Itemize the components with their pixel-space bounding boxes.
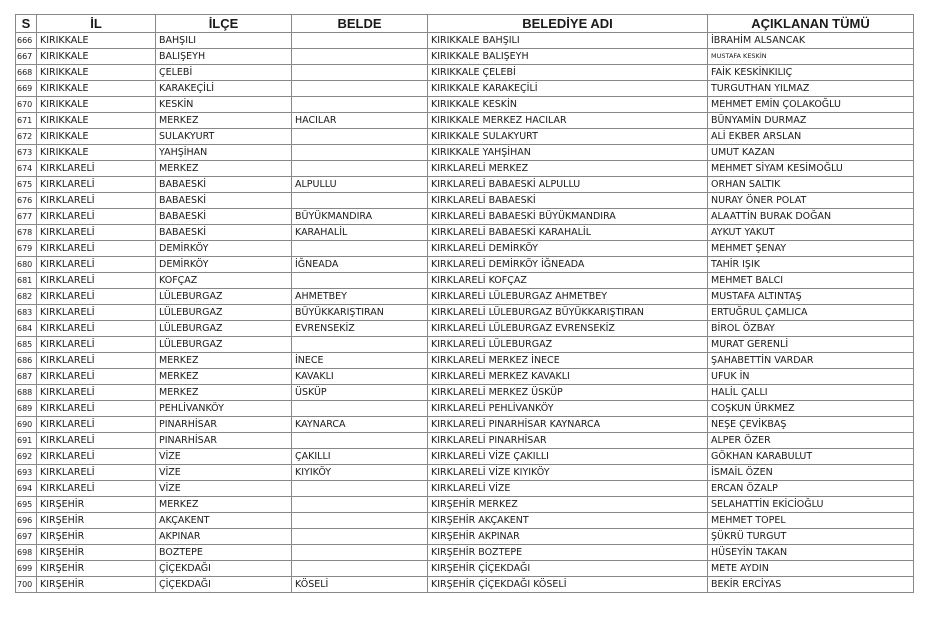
row-announced-all: MEHMET EMİN ÇOLAKOĞLU <box>708 97 914 113</box>
row-province: KIRKLARELİ <box>37 305 156 321</box>
row-town: KARAHALİL <box>292 225 428 241</box>
row-sequence: 676 <box>16 193 37 209</box>
row-town <box>292 529 428 545</box>
row-sequence: 677 <box>16 209 37 225</box>
table-row <box>16 497 914 513</box>
row-town <box>292 545 428 561</box>
table-row <box>16 145 914 161</box>
row-district: KOFÇAZ <box>156 273 292 289</box>
row-town <box>292 481 428 497</box>
table-row <box>16 369 914 385</box>
row-town: AHMETBEY <box>292 289 428 305</box>
row-district: KESKİN <box>156 97 292 113</box>
row-province: KIRKLARELİ <box>37 449 156 465</box>
table-row <box>16 305 914 321</box>
row-district: MERKEZ <box>156 385 292 401</box>
row-district: BABAESKİ <box>156 225 292 241</box>
row-district: VİZE <box>156 449 292 465</box>
row-district: BAHŞILI <box>156 33 292 49</box>
table-row <box>16 433 914 449</box>
table-row <box>16 129 914 145</box>
row-district: LÜLEBURGAZ <box>156 337 292 353</box>
row-town <box>292 193 428 209</box>
row-district: ÇİÇEKDAĞI <box>156 577 292 593</box>
row-announced-all: MUSTAFA KESKİN <box>708 49 914 65</box>
row-announced-all: ERTUĞRUL ÇAMLICA <box>708 305 914 321</box>
row-sequence: 674 <box>16 161 37 177</box>
row-sequence: 684 <box>16 321 37 337</box>
row-district: PINARHİSAR <box>156 417 292 433</box>
row-province: KIRKLARELİ <box>37 433 156 449</box>
row-province: KIRŞEHİR <box>37 497 156 513</box>
row-district: SULAKYURT <box>156 129 292 145</box>
row-municipality-name: KIRKLARELİ VİZE KIYIKÖY <box>428 465 708 481</box>
table-row <box>16 209 914 225</box>
row-announced-all: MEHMET TOPEL <box>708 513 914 529</box>
row-town: KAYNARCA <box>292 417 428 433</box>
table-row <box>16 385 914 401</box>
row-municipality-name: KIRIKKALE KESKİN <box>428 97 708 113</box>
table-row <box>16 33 914 49</box>
row-province: KIRKLARELİ <box>37 241 156 257</box>
header-municipality-name: BELEDİYE ADI <box>428 15 708 33</box>
row-announced-all: AYKUT YAKUT <box>708 225 914 241</box>
table-row <box>16 353 914 369</box>
row-province: KIRKLARELİ <box>37 257 156 273</box>
row-announced-all: ORHAN SALTIK <box>708 177 914 193</box>
table-row <box>16 81 914 97</box>
table-row <box>16 545 914 561</box>
row-announced-all: İSMAİL ÖZEN <box>708 465 914 481</box>
row-district: BOZTEPE <box>156 545 292 561</box>
table-row <box>16 257 914 273</box>
row-sequence: 689 <box>16 401 37 417</box>
election-results-table <box>15 14 914 593</box>
table-row <box>16 273 914 289</box>
row-municipality-name: KIRŞEHİR MERKEZ <box>428 497 708 513</box>
row-announced-all: GÖKHAN KARABULUT <box>708 449 914 465</box>
row-town <box>292 273 428 289</box>
row-province: KIRKLARELİ <box>37 417 156 433</box>
row-municipality-name: KIRKLARELİ MERKEZ ÜSKÜP <box>428 385 708 401</box>
row-province: KIRKLARELİ <box>37 465 156 481</box>
row-town <box>292 33 428 49</box>
row-town: KÖSELİ <box>292 577 428 593</box>
row-province: KIRKLARELİ <box>37 481 156 497</box>
row-sequence: 683 <box>16 305 37 321</box>
row-district: DEMİRKÖY <box>156 257 292 273</box>
row-sequence: 669 <box>16 81 37 97</box>
table-row <box>16 289 914 305</box>
row-district: MERKEZ <box>156 353 292 369</box>
table-row <box>16 161 914 177</box>
header-province: İL <box>37 15 156 33</box>
row-municipality-name: KIRKLARELİ DEMİRKÖY <box>428 241 708 257</box>
row-sequence: 699 <box>16 561 37 577</box>
row-province: KIRŞEHİR <box>37 513 156 529</box>
row-district: YAHŞİHAN <box>156 145 292 161</box>
row-province: KIRKLARELİ <box>37 225 156 241</box>
row-town: EVRENSEKİZ <box>292 321 428 337</box>
header-sequence: S <box>16 15 37 33</box>
row-municipality-name: KIRKLARELİ BABAESKİ KARAHALİL <box>428 225 708 241</box>
header-row <box>16 15 914 33</box>
table-row <box>16 481 914 497</box>
row-sequence: 668 <box>16 65 37 81</box>
row-sequence: 692 <box>16 449 37 465</box>
row-municipality-name: KIRKLARELİ VİZE <box>428 481 708 497</box>
row-sequence: 695 <box>16 497 37 513</box>
row-town <box>292 81 428 97</box>
row-town: ÇAKILLI <box>292 449 428 465</box>
row-town <box>292 497 428 513</box>
row-announced-all: İBRAHİM ALSANCAK <box>708 33 914 49</box>
row-province: KIRŞEHİR <box>37 545 156 561</box>
row-sequence: 696 <box>16 513 37 529</box>
row-district: PEHLİVANKÖY <box>156 401 292 417</box>
row-district: LÜLEBURGAZ <box>156 305 292 321</box>
row-town <box>292 145 428 161</box>
row-municipality-name: KIRKLARELİ PINARHİSAR KAYNARCA <box>428 417 708 433</box>
row-announced-all: BÜNYAMİN DURMAZ <box>708 113 914 129</box>
table-row <box>16 401 914 417</box>
table-row <box>16 49 914 65</box>
row-sequence: 675 <box>16 177 37 193</box>
row-municipality-name: KIRKLARELİ LÜLEBURGAZ AHMETBEY <box>428 289 708 305</box>
row-province: KIRŞEHİR <box>37 561 156 577</box>
row-sequence: 671 <box>16 113 37 129</box>
row-municipality-name: KIRKLARELİ VİZE ÇAKILLI <box>428 449 708 465</box>
row-town: İNECE <box>292 353 428 369</box>
row-sequence: 698 <box>16 545 37 561</box>
row-province: KIRIKKALE <box>37 97 156 113</box>
row-municipality-name: KIRKLARELİ LÜLEBURGAZ BÜYÜKKARIŞTIRAN <box>428 305 708 321</box>
row-district: AKÇAKENT <box>156 513 292 529</box>
row-province: KIRKLARELİ <box>37 273 156 289</box>
row-town <box>292 433 428 449</box>
row-announced-all: ŞAHABETTİN VARDAR <box>708 353 914 369</box>
row-town <box>292 241 428 257</box>
row-announced-all: HÜSEYİN TAKAN <box>708 545 914 561</box>
row-sequence: 667 <box>16 49 37 65</box>
row-sequence: 690 <box>16 417 37 433</box>
row-town <box>292 161 428 177</box>
row-municipality-name: KIRKLARELİ MERKEZ <box>428 161 708 177</box>
table-row <box>16 193 914 209</box>
row-municipality-name: KIRKLARELİ PEHLİVANKÖY <box>428 401 708 417</box>
row-district: AKPINAR <box>156 529 292 545</box>
row-municipality-name: KIRIKKALE BALIŞEYH <box>428 49 708 65</box>
row-town <box>292 401 428 417</box>
table-row <box>16 513 914 529</box>
row-province: KIRKLARELİ <box>37 161 156 177</box>
row-sequence: 685 <box>16 337 37 353</box>
row-announced-all: ŞÜKRÜ TURGUT <box>708 529 914 545</box>
table-row <box>16 177 914 193</box>
table-row <box>16 449 914 465</box>
row-district: MERKEZ <box>156 113 292 129</box>
row-announced-all: SELAHATTİN EKİCİOĞLU <box>708 497 914 513</box>
row-town <box>292 561 428 577</box>
row-province: KIRKLARELİ <box>37 177 156 193</box>
header-district: İLÇE <box>156 15 292 33</box>
row-sequence: 691 <box>16 433 37 449</box>
table-row <box>16 97 914 113</box>
row-announced-all: ALAATTİN BURAK DOĞAN <box>708 209 914 225</box>
row-province: KIRKLARELİ <box>37 321 156 337</box>
row-town <box>292 337 428 353</box>
table-row <box>16 321 914 337</box>
row-municipality-name: KIRKLARELİ LÜLEBURGAZ EVRENSEKİZ <box>428 321 708 337</box>
row-district: BALIŞEYH <box>156 49 292 65</box>
row-sequence: 679 <box>16 241 37 257</box>
row-sequence: 666 <box>16 33 37 49</box>
row-announced-all: UMUT KAZAN <box>708 145 914 161</box>
row-sequence: 673 <box>16 145 37 161</box>
row-district: MERKEZ <box>156 497 292 513</box>
row-district: MERKEZ <box>156 161 292 177</box>
row-municipality-name: KIRŞEHİR AKPINAR <box>428 529 708 545</box>
row-province: KIRIKKALE <box>37 129 156 145</box>
row-district: BABAESKİ <box>156 177 292 193</box>
row-sequence: 678 <box>16 225 37 241</box>
row-announced-all: UFUK İN <box>708 369 914 385</box>
row-municipality-name: KIRIKKALE YAHŞİHAN <box>428 145 708 161</box>
row-sequence: 681 <box>16 273 37 289</box>
row-district: VİZE <box>156 481 292 497</box>
row-sequence: 693 <box>16 465 37 481</box>
table-row <box>16 241 914 257</box>
table-row <box>16 225 914 241</box>
row-town <box>292 129 428 145</box>
row-municipality-name: KIRKLARELİ LÜLEBURGAZ <box>428 337 708 353</box>
row-announced-all: METE AYDIN <box>708 561 914 577</box>
header-town: BELDE <box>292 15 428 33</box>
row-municipality-name: KIRKLARELİ PINARHİSAR <box>428 433 708 449</box>
row-municipality-name: KIRKLARELİ KOFÇAZ <box>428 273 708 289</box>
row-province: KIRIKKALE <box>37 145 156 161</box>
row-province: KIRKLARELİ <box>37 353 156 369</box>
row-town <box>292 97 428 113</box>
row-announced-all: BEKİR ERCİYAS <box>708 577 914 593</box>
row-province: KIRKLARELİ <box>37 289 156 305</box>
row-sequence: 680 <box>16 257 37 273</box>
row-sequence: 694 <box>16 481 37 497</box>
table-row <box>16 113 914 129</box>
row-town: KIYIKÖY <box>292 465 428 481</box>
row-announced-all: BİROL ÖZBAY <box>708 321 914 337</box>
table-row <box>16 529 914 545</box>
row-province: KIRKLARELİ <box>37 385 156 401</box>
row-district: DEMİRKÖY <box>156 241 292 257</box>
row-sequence: 672 <box>16 129 37 145</box>
row-announced-all: TAHİR IŞIK <box>708 257 914 273</box>
row-announced-all: TURGUTHAN YILMAZ <box>708 81 914 97</box>
row-province: KIRKLARELİ <box>37 369 156 385</box>
row-announced-all: ALPER ÖZER <box>708 433 914 449</box>
row-sequence: 688 <box>16 385 37 401</box>
row-municipality-name: KIRIKKALE BAHŞILI <box>428 33 708 49</box>
row-municipality-name: KIRIKKALE SULAKYURT <box>428 129 708 145</box>
row-sequence: 700 <box>16 577 37 593</box>
row-announced-all: HALİL ÇALLI <box>708 385 914 401</box>
row-sequence: 670 <box>16 97 37 113</box>
row-district: KARAKEÇİLİ <box>156 81 292 97</box>
row-town: HACILAR <box>292 113 428 129</box>
row-municipality-name: KIRIKKALE MERKEZ HACILAR <box>428 113 708 129</box>
row-district: MERKEZ <box>156 369 292 385</box>
header-announced-all: AÇIKLANAN TÜMÜ <box>708 15 914 33</box>
table-row <box>16 337 914 353</box>
row-province: KIRIKKALE <box>37 81 156 97</box>
row-municipality-name: KIRKLARELİ BABAESKİ ALPULLU <box>428 177 708 193</box>
row-province: KIRIKKALE <box>37 49 156 65</box>
row-announced-all: MEHMET SİYAM KESİMOĞLU <box>708 161 914 177</box>
row-announced-all: COŞKUN ÜRKMEZ <box>708 401 914 417</box>
row-district: VİZE <box>156 465 292 481</box>
row-municipality-name: KIRŞEHİR ÇİÇEKDAĞI <box>428 561 708 577</box>
row-sequence: 697 <box>16 529 37 545</box>
row-town: ALPULLU <box>292 177 428 193</box>
row-announced-all: MEHMET BALCI <box>708 273 914 289</box>
table-row <box>16 417 914 433</box>
row-district: ÇİÇEKDAĞI <box>156 561 292 577</box>
row-municipality-name: KIRIKKALE KARAKEÇİLİ <box>428 81 708 97</box>
row-province: KIRKLARELİ <box>37 193 156 209</box>
row-province: KIRKLARELİ <box>37 209 156 225</box>
row-province: KIRIKKALE <box>37 65 156 81</box>
row-district: BABAESKİ <box>156 193 292 209</box>
row-sequence: 682 <box>16 289 37 305</box>
row-province: KIRIKKALE <box>37 33 156 49</box>
row-announced-all: MEHMET ŞENAY <box>708 241 914 257</box>
table-row <box>16 561 914 577</box>
row-municipality-name: KIRKLARELİ DEMİRKÖY İĞNEADA <box>428 257 708 273</box>
row-sequence: 687 <box>16 369 37 385</box>
table-row <box>16 465 914 481</box>
row-town <box>292 49 428 65</box>
row-announced-all: ALİ EKBER ARSLAN <box>708 129 914 145</box>
row-announced-all: MUSTAFA ALTINTAŞ <box>708 289 914 305</box>
row-town <box>292 65 428 81</box>
row-town <box>292 513 428 529</box>
table-row <box>16 577 914 593</box>
row-sequence: 686 <box>16 353 37 369</box>
row-town: KAVAKLI <box>292 369 428 385</box>
row-province: KIRIKKALE <box>37 113 156 129</box>
row-announced-all: NURAY ÖNER POLAT <box>708 193 914 209</box>
row-province: KIRŞEHİR <box>37 577 156 593</box>
row-municipality-name: KIRIKKALE ÇELEBİ <box>428 65 708 81</box>
row-town: İĞNEADA <box>292 257 428 273</box>
row-municipality-name: KIRKLARELİ MERKEZ KAVAKLI <box>428 369 708 385</box>
row-municipality-name: KIRKLARELİ BABAESKİ <box>428 193 708 209</box>
row-municipality-name: KIRKLARELİ MERKEZ İNECE <box>428 353 708 369</box>
row-province: KIRKLARELİ <box>37 337 156 353</box>
row-district: BABAESKİ <box>156 209 292 225</box>
table-row <box>16 65 914 81</box>
row-municipality-name: KIRŞEHİR AKÇAKENT <box>428 513 708 529</box>
row-announced-all: ERCAN ÖZALP <box>708 481 914 497</box>
row-town: BÜYÜKMANDIRA <box>292 209 428 225</box>
row-announced-all: NEŞE ÇEVİKBAŞ <box>708 417 914 433</box>
row-province: KIRŞEHİR <box>37 529 156 545</box>
row-province: KIRKLARELİ <box>37 401 156 417</box>
row-announced-all: FAİK KESKİNKILIÇ <box>708 65 914 81</box>
row-municipality-name: KIRKLARELİ BABAESKİ BÜYÜKMANDIRA <box>428 209 708 225</box>
row-municipality-name: KIRŞEHİR BOZTEPE <box>428 545 708 561</box>
row-town: BÜYÜKKARIŞTIRAN <box>292 305 428 321</box>
row-municipality-name: KIRŞEHİR ÇİÇEKDAĞI KÖSELİ <box>428 577 708 593</box>
row-district: LÜLEBURGAZ <box>156 321 292 337</box>
row-district: ÇELEBİ <box>156 65 292 81</box>
row-town: ÜSKÜP <box>292 385 428 401</box>
row-announced-all: MURAT GERENLİ <box>708 337 914 353</box>
row-district: LÜLEBURGAZ <box>156 289 292 305</box>
row-district: PINARHİSAR <box>156 433 292 449</box>
